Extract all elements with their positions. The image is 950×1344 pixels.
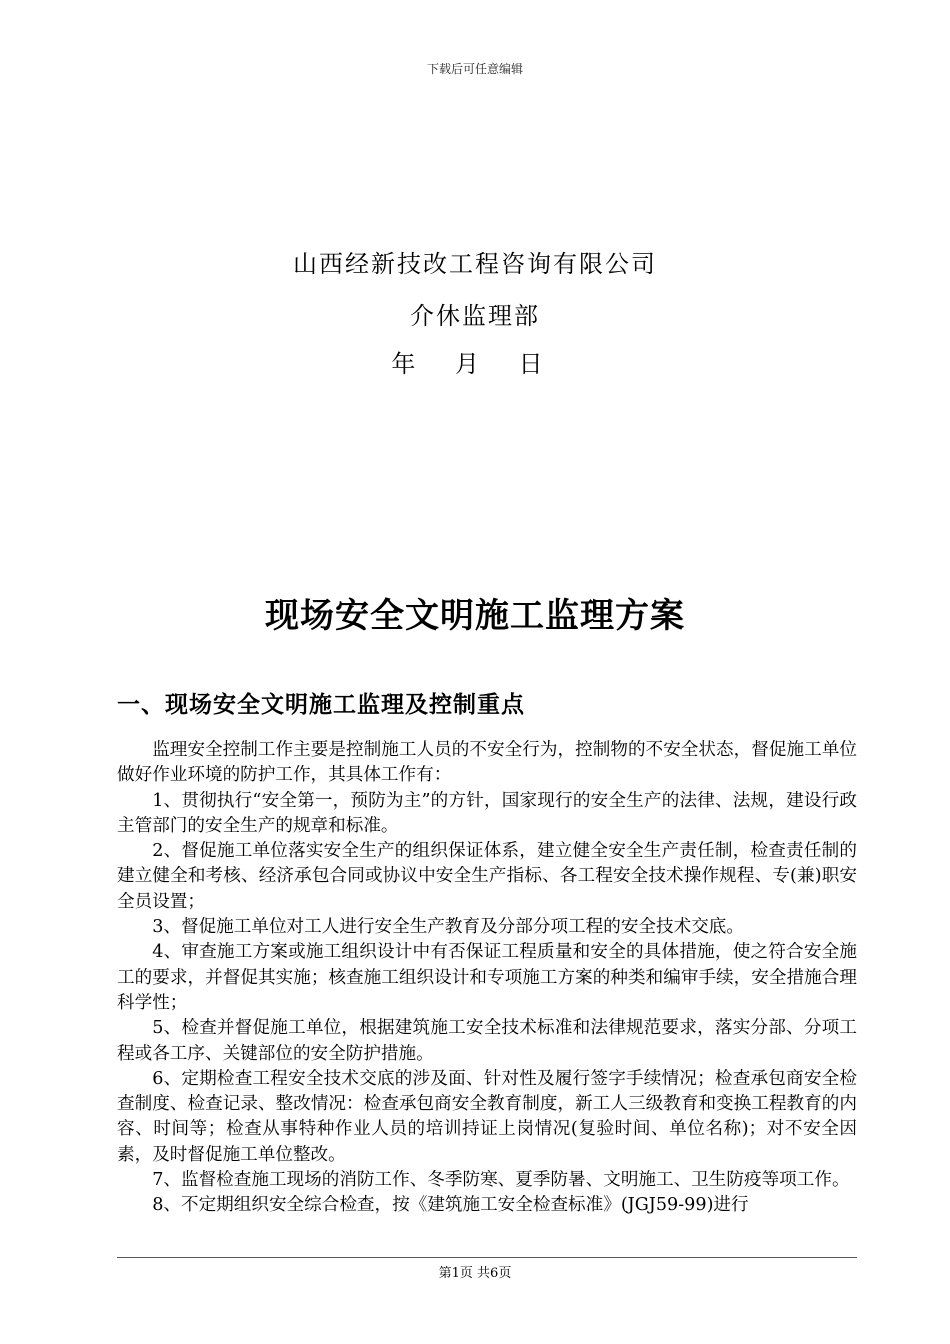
paragraph-item-3: 3、督促施工单位对工人进行安全生产教育及分部分项工程的安全技术交底。 xyxy=(152,917,744,938)
section-heading: 一、现场安全文明施工监理及控制重点 xyxy=(117,692,525,718)
paragraph-item-5: 5、检查并督促施工单位，根据建筑施工安全技术标准和法律规范要求，落实分部、分项工程或各工序、关键部位的安全防护措施。 xyxy=(117,1018,857,1064)
paragraph-item-8: 8、不定期组织安全综合检查，按《建筑施工安全检查标准》(JGJ59-99)进行 xyxy=(152,1195,749,1216)
footer-divider xyxy=(117,1257,857,1258)
section-body xyxy=(117,738,857,1219)
paragraph-item-7: 7、监督检查施工现场的消防工作、冬季防寒、夏季防暑、文明施工、卫生防疫等项工作。 xyxy=(152,1170,850,1191)
header-note: 下载后可任意编辑 xyxy=(426,62,523,76)
paragraph-item-2: 2、督促施工单位落实安全生产的组织保证体系，建立健全安全生产责任制，检查责任制的建立健全和考核、经济承包合同或协议中安全生产指标、各工程安全技术操作规程、专(兼)职安全员设置； xyxy=(117,841,857,912)
paragraph-item-6: 6、定期检查工程安全技术交底的涉及面、针对性及履行签字手续情况；检查承包商安全检查制度、检查记录、整改情况：检查承包商安全教育制度，新工人三级教育和变换工程教育的内容、时间等；检查从事特种作业人员的培训持证上岗情况(复验时间、单位名称)；对不安全因素，及时督促施工单位整改。 xyxy=(117,1068,857,1165)
company-name: 山西经新技改工程咨询有限公司 xyxy=(293,250,657,278)
document-title: 现场安全文明施工监理方案 xyxy=(265,596,685,636)
paragraph-item-1: 1、贯彻执行“安全第一，预防为主”的方针，国家现行的安全生产的法律、法规，建设行政主管部门的安全生产的规章和标准。 xyxy=(117,790,857,836)
paragraph-item-4: 4、审查施工方案或施工组织设计中有否保证工程质量和安全的具体措施，使之符合安全施工的要求，并督促其实施；核查施工组织设计和专项施工方案的种类和编审手续，安全措施合理科学性； xyxy=(117,942,857,1013)
page-number: 第1页 共6页 xyxy=(438,1266,512,1281)
paragraph-intro: 监理安全控制工作主要是控制施工人员的不安全行为，控制物的不安全状态，督促施工单位做好作业环境的防护工作，其具体工作有： xyxy=(117,740,857,786)
department-name: 介休监理部 xyxy=(410,302,540,330)
date-line: 年 月 日 xyxy=(391,350,559,378)
